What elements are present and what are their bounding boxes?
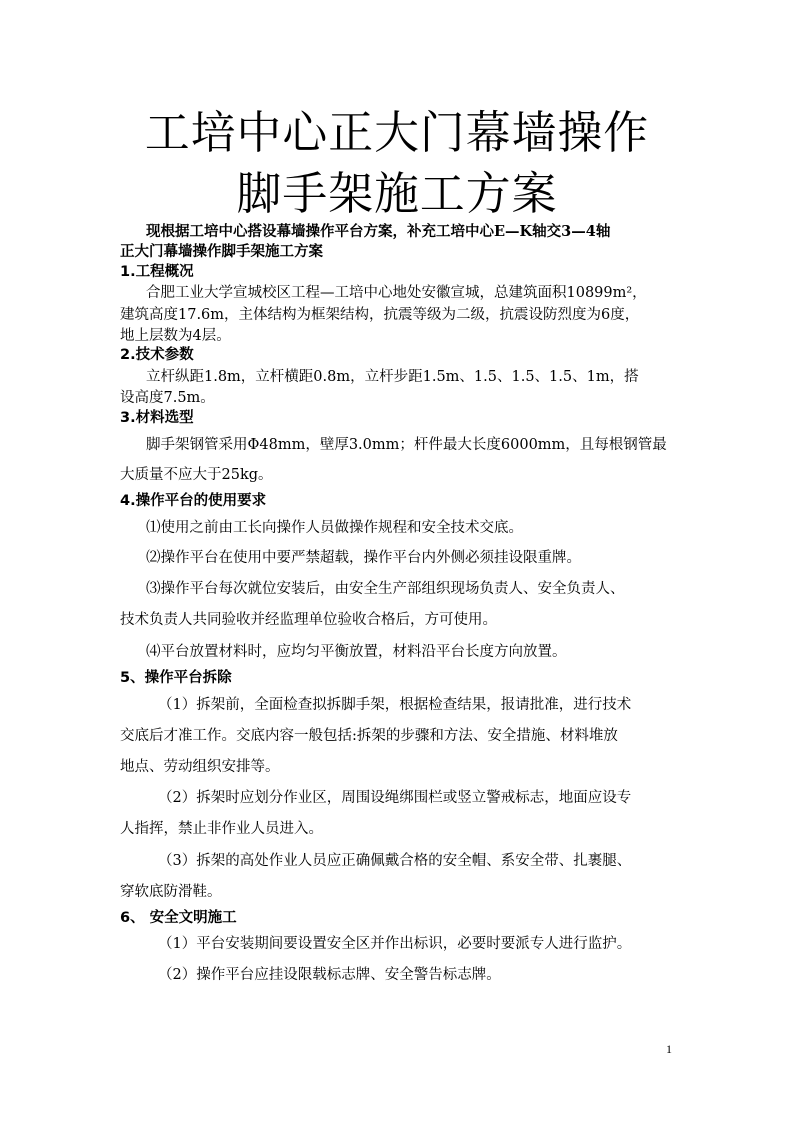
section-5-line: 地点、劳动组织安排等。 <box>120 759 280 775</box>
section-3-line: 大质量不应大于25kg。 <box>120 467 273 483</box>
section-3-line: 脚手架钢管采用Φ48mm，壁厚3.0mm；杆件最大长度6000mm，且每根钢管最 <box>146 437 667 453</box>
document-title-line-2: 脚手架施工方案 <box>236 167 558 220</box>
section-1-line: 地上层数为4层。 <box>120 328 231 344</box>
section-4-line: ⑷平台放置材料时，应均匀平衡放置，材料沿平台长度方向放置。 <box>146 644 567 660</box>
section-4-line: ⑵操作平台在使用中要严禁超载，操作平台内外侧必须挂设限重牌。 <box>146 550 581 566</box>
section-2-line: 立杆纵距1.8m，立杆横距0.8m，立杆步距1.5m、1.5、1.5、1.5、1m，搭 <box>146 369 639 385</box>
section-6-line: （2）操作平台应挂设限载标志牌、安全警告标志牌。 <box>158 967 501 983</box>
section-2-heading: 2.技术参数 <box>120 347 194 363</box>
section-1-heading: 1.工程概况 <box>120 264 194 280</box>
section-3-heading: 3.材料选型 <box>120 410 194 426</box>
section-5-line: （1）拆架前，全面检查拟拆脚手架，根据检查结果，报请批准，进行技术 <box>158 697 632 713</box>
section-5-line: 穿软底防滑鞋。 <box>120 884 222 900</box>
section-2-line: 设高度7.5m。 <box>120 390 215 406</box>
section-5-line: （2）拆架时应划分作业区，周围设绳绑围栏或竖立警戒标志，地面应设专 <box>158 790 632 806</box>
section-4-line: ⑴使用之前由工长向操作人员做操作规程和安全技术交底。 <box>146 520 523 536</box>
section-6-heading: 6、 安全文明施工 <box>120 910 237 926</box>
intro-line-2: 正大门幕墙操作脚手架施工方案 <box>120 243 323 260</box>
section-5-line: （3）拆架的高处作业人员应正确佩戴合格的安全帽、系安全带、扎裹腿、 <box>158 853 632 869</box>
section-1-line: 建筑高度17.6m，主体结构为框架结构，抗震等级为二级，抗震设防烈度为6度， <box>120 307 640 323</box>
section-1-line: 合肥工业大学宣城校区工程—工培中心地处安徽宣城，总建筑面积10899m²， <box>146 285 647 301</box>
section-4-line: ⑶操作平台每次就位安装后，由安全生产部组织现场负责人、安全负责人、 <box>146 581 625 597</box>
section-4-heading: 4.操作平台的使用要求 <box>120 493 267 509</box>
document-title-line-1: 工培中心正大门幕墙操作 <box>144 106 650 159</box>
section-5-line: 人指挥，禁止非作业人员进入。 <box>120 821 323 837</box>
section-5-line: 交底后才准工作。交底内容一般包括:拆架的步骤和方法、安全措施、材料堆放 <box>120 728 618 744</box>
section-6-line: （1）平台安装期间要设置安全区并作出标识，必要时要派专人进行监护。 <box>158 936 632 952</box>
page-number: 1 <box>666 1042 672 1056</box>
intro-line-1: 现根据工培中心搭设幕墙操作平台方案，补充工培中心E—K轴交3—4轴 <box>146 223 611 240</box>
section-5-heading: 5、操作平台拆除 <box>120 670 232 686</box>
section-4-line: 技术负责人共同验收并经监理单位验收合格后，方可使用。 <box>120 612 497 628</box>
